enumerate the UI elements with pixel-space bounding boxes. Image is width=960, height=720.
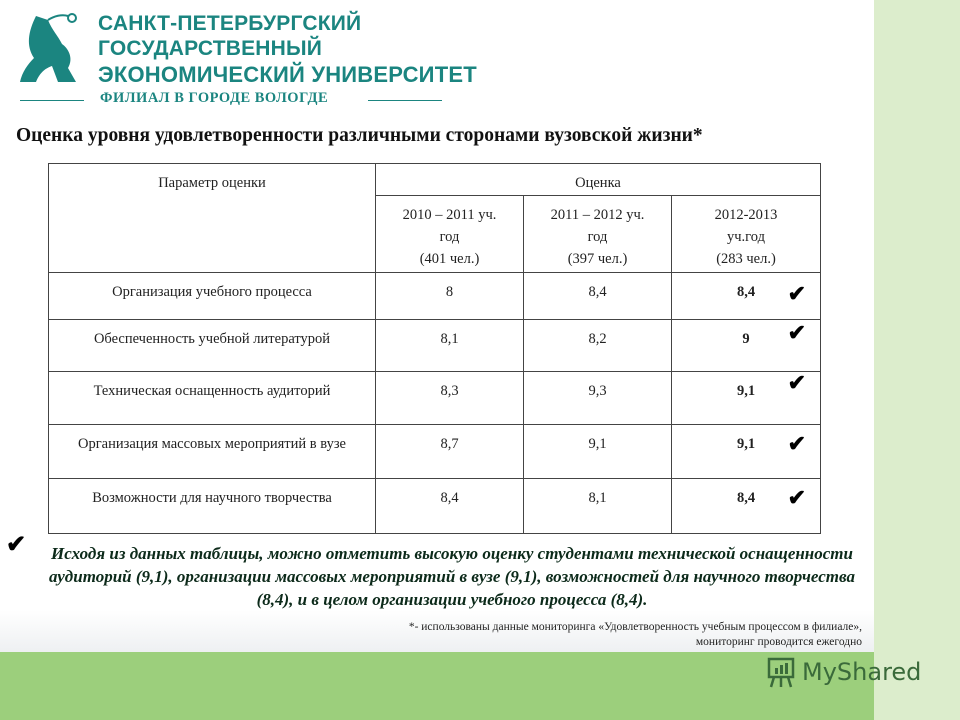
param-cell: Организация учебного процесса — [49, 273, 376, 320]
param-cell: Организация массовых мероприятий в вузе — [49, 425, 376, 479]
logo-line-1: САНКТ-ПЕТЕРБУРГСКИЙ — [98, 12, 362, 35]
year-header — [524, 196, 672, 273]
page-title: Оценка уровня удовлетворенности различными сторонами вузовской жизни* — [16, 125, 703, 146]
param-cell: Обеспеченность учебной литературой — [49, 320, 376, 372]
university-logo — [18, 10, 477, 110]
score-header: Оценка — [376, 164, 821, 196]
check-icon: ✔ — [787, 281, 806, 306]
logo-line-3: ЭКОНОМИЧЕСКИЙ УНИВЕРСИТЕТ — [98, 62, 477, 87]
year-label: уч.год — [727, 229, 765, 245]
respondents-count: (397 чел.) — [567, 251, 628, 267]
watermark-text: MyShared — [802, 658, 922, 686]
value-cell: 8,2 — [524, 320, 672, 372]
param-cell: Техническая оснащенность аудиторий — [49, 372, 376, 425]
param-cell: Возможности для научного творчества — [49, 479, 376, 534]
year-label: 2012-2013 — [714, 207, 778, 223]
check-icon: ✔ — [6, 532, 27, 558]
value-cell — [672, 479, 821, 534]
satisfaction-table — [48, 163, 821, 534]
param-header: Параметр оценки — [49, 164, 376, 273]
presentation-board-icon — [766, 656, 796, 688]
footnote-line: *- использованы данные мониторинга «Удовлетворенность учебным процессом в филиале», — [408, 621, 862, 633]
year-header — [376, 196, 524, 273]
value-cell — [672, 372, 821, 425]
footnote — [409, 620, 862, 650]
year-label: 2010 – 2011 уч. — [402, 207, 497, 223]
value: 8,4 — [736, 284, 756, 300]
check-icon: ✔ — [787, 370, 806, 395]
conclusion-text: Исходя из данных таблицы, можно отметить высокую оценку студентами технической оснащенности аудиторий (9,1), организации массовых мероприятий в вузе (9,1), возможностей для научного творчества (8,4), и в целом организации учебного процесса (8,4). — [49, 544, 855, 609]
griffin-logo-icon — [18, 12, 98, 88]
respondents-count: (401 чел.) — [419, 251, 480, 267]
bottom-band — [0, 652, 874, 720]
value-cell: 8,7 — [376, 425, 524, 479]
value: 8,4 — [736, 490, 756, 506]
divider — [20, 100, 84, 101]
value-cell: 9,1 — [524, 425, 672, 479]
year-label: 2011 – 2012 уч. — [550, 207, 645, 223]
footnote-line: мониторинг проводится ежегодно — [695, 636, 862, 648]
value: 9 — [742, 331, 750, 347]
table-row — [49, 273, 821, 320]
divider — [368, 100, 442, 101]
table-row — [49, 320, 821, 372]
value-cell: 8,4 — [524, 273, 672, 320]
check-icon: ✔ — [787, 320, 806, 345]
logo-line-2: ГОСУДАРСТВЕННЫЙ — [98, 37, 323, 60]
right-strip — [874, 0, 960, 720]
value-cell — [672, 273, 821, 320]
value-cell: 8,1 — [524, 479, 672, 534]
logo-line-4: ФИЛИАЛ В ГОРОДЕ ВОЛОГДЕ — [100, 90, 329, 106]
value-cell: 8,3 — [376, 372, 524, 425]
year-label: год — [439, 229, 460, 245]
value-cell — [672, 425, 821, 479]
value-cell — [672, 320, 821, 372]
value-cell: 8,4 — [376, 479, 524, 534]
value: 9,1 — [736, 436, 756, 452]
year-header — [672, 196, 821, 273]
check-icon: ✔ — [787, 485, 806, 510]
value-cell: 8,1 — [376, 320, 524, 372]
myshared-watermark — [766, 656, 921, 688]
value-cell: 9,3 — [524, 372, 672, 425]
table-row — [49, 425, 821, 479]
value: 9,1 — [736, 383, 756, 399]
table-row — [49, 479, 821, 534]
table-row — [49, 372, 821, 425]
year-label: год — [587, 229, 608, 245]
respondents-count: (283 чел.) — [716, 251, 776, 267]
value-cell: 8 — [376, 273, 524, 320]
check-icon: ✔ — [787, 431, 806, 456]
